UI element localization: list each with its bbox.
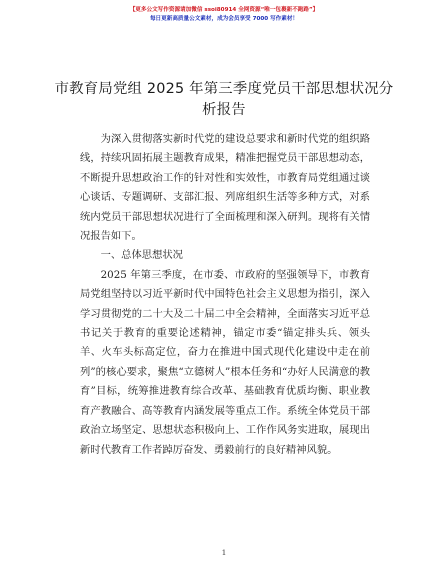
document-title: 市教育局党组 2025 年第三季度党员干部思想状况分析报告 (54, 81, 394, 118)
intro-paragraph: 为深入贯彻落实新时代党的建设总要求和新时代党的组织路线，持续巩固拓展主题教育成果，精准把握党员干部思想动态，不断提升思想政治工作的针对性和实效性，市教育局党组通过谈心谈话、专题调研、支部汇报、列席组织生活等多种方式，对系统内党员干部思想状况进行了全面梳理和深入研判。现将有关情况报告如下。 (80, 133, 370, 243)
page-number: 1 (221, 548, 227, 557)
document-body (80, 130, 370, 460)
promo-line-2: 每日更新高质量公文素材，成为会员享受 7000 写作素材！ (149, 16, 299, 22)
section-paragraph: 2025 年第三季度，在市委、市政府的坚强领导下，市教育局党组坚持以习近平新时代中国特色社会主义思想为指引，深入学习贯彻党的二十大及二十届二中全会精神，全面落实习近平总书记关于教育的重要论述精神，锚定市委“锚定排头兵、领头羊、火车头标高定位，奋力在推进中国式现代化建设中走在前列”的核心要求，聚焦“立德树人”根本任务和“办好人民满意的教育”目标，统筹推进教育综合改革、基础教育优质均衡、职业教育产教融合、高等教育内涵发展等重点工作。系统全体党员干部政治立场坚定、思想状态积极向上、工作作风务实进取，展现出新时代教育工作者踔厉奋发、勇毅前行的良好精神风貌。 (80, 268, 370, 456)
promo-banner (0, 6, 448, 24)
promo-line-1: 【更多公文写作资源请加微信 ssoi80914 全网资源“唯一包裹新不跑路”】 (129, 7, 319, 13)
section-heading: 一、总体思想状况 (100, 249, 183, 262)
